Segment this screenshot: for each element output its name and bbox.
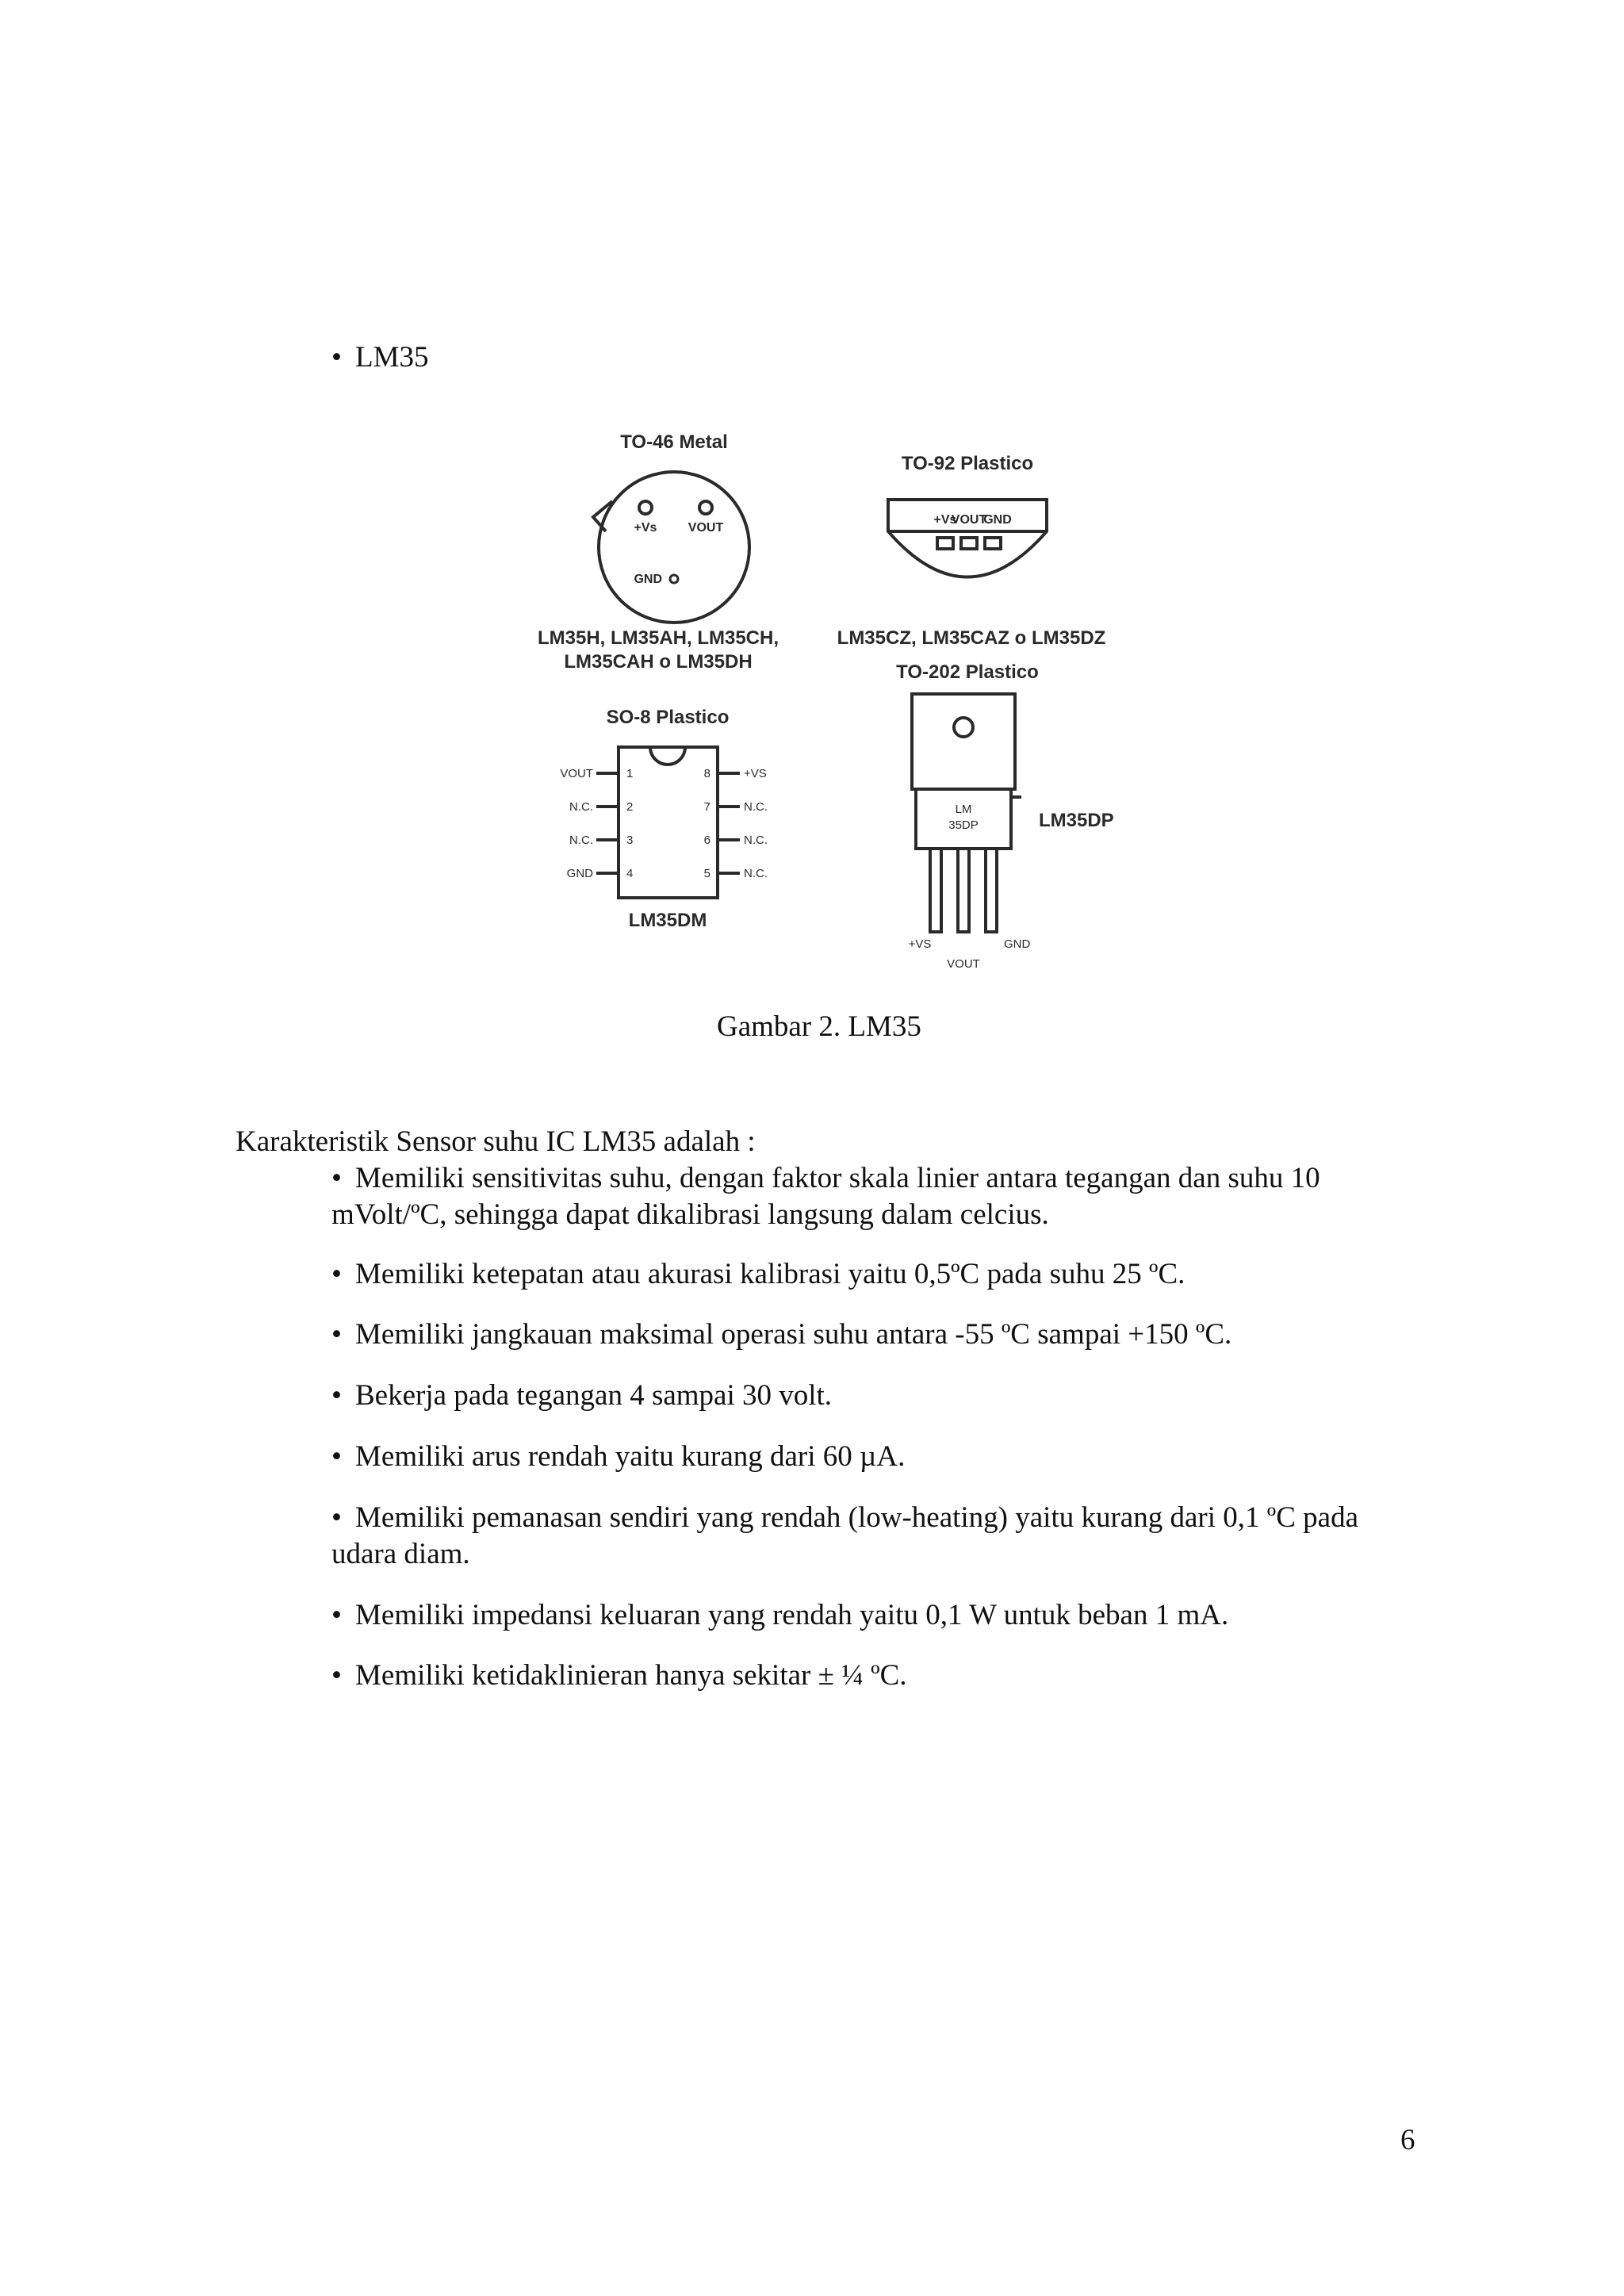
list-item-text: Memiliki ketidaklinieran hanya sekitar ± ¼ ºC. bbox=[355, 1659, 907, 1692]
to202-label-vout: VOUT bbox=[947, 957, 980, 971]
so8-pin4-label: GND bbox=[566, 867, 593, 880]
so8-pin5-label: N.C. bbox=[744, 867, 768, 880]
list-item-text: Memiliki pemanasan sendiri yang rendah (low-heating) yaitu kurang dari 0,1 ºC pada udara diam. bbox=[331, 1501, 1358, 1570]
list-item-text: Memiliki impedansi keluaran yang rendah yaitu 0,1 W untuk beban 1 mA. bbox=[355, 1599, 1229, 1631]
to46-pin-vs bbox=[639, 501, 652, 514]
bullet-glyph: • bbox=[331, 1379, 342, 1412]
list-item-text: Bekerja pada tegangan 4 sampai 30 volt. bbox=[355, 1379, 833, 1412]
so8-pin7-num: 7 bbox=[703, 800, 710, 814]
bullet-glyph: • bbox=[331, 1162, 342, 1194]
bullet-glyph: • bbox=[331, 1318, 342, 1351]
to46-parts-line1: LM35H, LM35AH, LM35CH, bbox=[537, 627, 779, 649]
so8-body bbox=[619, 747, 718, 898]
so8-pin2-num: 2 bbox=[626, 800, 634, 814]
to92-pin-vs bbox=[937, 538, 953, 549]
list-item bbox=[331, 1160, 1394, 1233]
so8-pin8-label: +VS bbox=[744, 767, 767, 780]
list-item bbox=[331, 1378, 832, 1414]
to202-label-vs: +VS bbox=[908, 937, 932, 951]
characteristics-intro: Karakteristik Sensor suhu IC LM35 adalah : bbox=[236, 1125, 756, 1158]
to46-label-vs: +Vs bbox=[634, 521, 657, 535]
to92-label-vout: VOUT bbox=[951, 513, 987, 527]
list-item bbox=[331, 1658, 907, 1694]
to92-label-vs: +Vs bbox=[933, 513, 957, 527]
heading-bullet-text: LM35 bbox=[355, 341, 429, 374]
to202-body-line2: 35DP bbox=[948, 818, 979, 832]
so8-pin6-num: 6 bbox=[703, 834, 710, 847]
to92-pin-gnd bbox=[985, 538, 1001, 549]
bullet-glyph: • bbox=[331, 1599, 342, 1631]
list-item bbox=[331, 1317, 1231, 1353]
so8-pin3-num: 3 bbox=[626, 834, 634, 847]
heading-bullet bbox=[331, 339, 429, 376]
to202-mount-hole bbox=[954, 718, 973, 737]
to46-pin-vout bbox=[699, 501, 712, 514]
so8-pin2-label: N.C. bbox=[569, 800, 593, 814]
to92-parts: LM35CZ, LM35CAZ o LM35DZ bbox=[837, 627, 1106, 649]
to92-label-gnd: GND bbox=[983, 513, 1012, 527]
to202-body-line1: LM bbox=[955, 803, 972, 816]
page-number: 6 bbox=[1400, 2124, 1415, 2156]
figure-caption: Gambar 2. LM35 bbox=[717, 1010, 921, 1043]
bullet-glyph: • bbox=[331, 1501, 342, 1534]
so8-pin6-label: N.C. bbox=[744, 834, 768, 847]
bullet-glyph: • bbox=[331, 1440, 342, 1473]
so8-part: LM35DM bbox=[628, 910, 707, 931]
list-item bbox=[331, 1500, 1394, 1573]
list-item-text: Memiliki ketepatan atau akurasi kalibrasi yaitu 0,5ºC pada suhu 25 ºC. bbox=[355, 1258, 1185, 1290]
bullet-glyph: • bbox=[331, 1659, 342, 1692]
bullet-glyph: • bbox=[331, 341, 342, 374]
so8-pin3-label: N.C. bbox=[569, 834, 593, 847]
to46-title: TO-46 Metal bbox=[620, 431, 728, 453]
lm35-package-figure bbox=[523, 412, 1142, 991]
to46-pin-gnd bbox=[670, 575, 678, 583]
to92-title: TO-92 Plastico bbox=[901, 453, 1034, 474]
so8-title: SO-8 Plastico bbox=[606, 707, 730, 728]
to202-title: TO-202 Plastico bbox=[896, 661, 1039, 683]
list-item-text: Memiliki sensitivitas suhu, dengan faktor skala linier antara tegangan dan suhu 10 mVolt/ºC, sehingga dapat dikalibrasi langsung dalam celcius. bbox=[331, 1162, 1320, 1231]
so8-pin4-num: 4 bbox=[626, 867, 634, 880]
to46-label-vout: VOUT bbox=[688, 521, 724, 535]
to202-label-gnd: GND bbox=[1004, 937, 1031, 951]
so8-pin5-num: 5 bbox=[703, 867, 710, 880]
to92-pin-vout bbox=[961, 538, 977, 549]
list-item bbox=[331, 1439, 905, 1475]
so8-pin8-num: 8 bbox=[703, 767, 710, 780]
to202-part: LM35DP bbox=[1039, 810, 1114, 831]
so8-notch bbox=[650, 747, 685, 765]
to46-can-outline bbox=[599, 472, 749, 623]
list-item bbox=[331, 1256, 1185, 1293]
list-item-text: Memiliki arus rendah yaitu kurang dari 60 µA. bbox=[355, 1440, 906, 1473]
list-item-text: Memiliki jangkauan maksimal operasi suhu antara -55 ºC sampai +150 ºC. bbox=[355, 1318, 1232, 1351]
so8-pin1-label: VOUT bbox=[560, 767, 593, 780]
to202-tab bbox=[912, 694, 1015, 789]
to202-lead-gnd bbox=[986, 849, 997, 932]
list-item bbox=[331, 1597, 1228, 1634]
bullet-glyph: • bbox=[331, 1258, 342, 1290]
to202-lead-vout bbox=[958, 849, 969, 932]
to202-lead-vs bbox=[930, 849, 941, 932]
so8-pin7-label: N.C. bbox=[744, 800, 768, 814]
to46-parts-line2: LM35CAH o LM35DH bbox=[564, 651, 753, 673]
to46-label-gnd: GND bbox=[634, 573, 662, 586]
so8-pin1-num: 1 bbox=[626, 767, 634, 780]
